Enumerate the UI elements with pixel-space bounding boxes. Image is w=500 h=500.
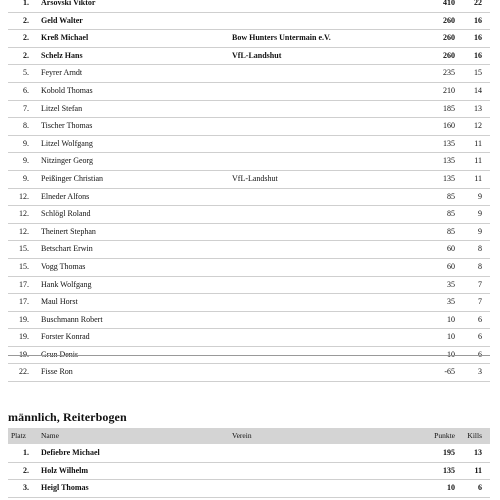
name-cell: Theinert Stephan: [41, 226, 96, 236]
points-cell: 135: [443, 173, 455, 183]
kills-cell: 16: [474, 15, 482, 25]
points-cell: 85: [447, 191, 455, 201]
table-row: [8, 189, 490, 207]
kills-cell: 22: [474, 0, 482, 7]
name-cell: Hank Wolfgang: [41, 279, 92, 289]
rank-cell: 9.: [23, 173, 29, 183]
table-bottom-rule: [8, 355, 490, 356]
points-cell: 260: [443, 33, 455, 43]
points-cell: 210: [443, 85, 455, 95]
name-cell: Schelz Hans: [41, 50, 83, 60]
name-cell: Geld Walter: [41, 15, 83, 25]
points-cell: 410: [443, 0, 455, 7]
name-cell: Kreß Michael: [41, 33, 89, 43]
kills-cell: 12: [474, 121, 482, 131]
points-cell: 135: [443, 465, 455, 475]
name-cell: Vogg Thomas: [41, 261, 86, 271]
kills-cell: 6: [478, 483, 482, 493]
table-row: [8, 241, 490, 259]
points-cell: 260: [443, 50, 455, 60]
kills-cell: 14: [474, 85, 482, 95]
rank-cell: 2.: [23, 465, 29, 475]
header-rank: Platz: [11, 431, 26, 440]
table-row: [8, 206, 490, 224]
kills-cell: 9: [478, 209, 482, 219]
name-cell: Litzel Stefan: [41, 103, 83, 113]
table-row: [8, 480, 490, 498]
rank-cell: 6.: [23, 85, 29, 95]
table-row: [8, 312, 490, 330]
name-cell: Schlögl Roland: [41, 209, 91, 219]
table-row: [8, 136, 490, 154]
rank-cell: 15.: [19, 244, 29, 254]
name-cell: Elneder Alfons: [41, 191, 90, 201]
rank-cell: 1.: [23, 0, 29, 7]
rank-cell: 15.: [19, 261, 29, 271]
header-kills: Kills: [467, 431, 482, 440]
points-cell: 135: [443, 138, 455, 148]
header-name: Name: [41, 431, 59, 440]
points-cell: 10: [447, 332, 455, 342]
name-cell: Tischer Thomas: [41, 121, 93, 131]
table-row: [8, 48, 490, 66]
points-cell: -65: [444, 367, 455, 377]
kills-cell: 15: [474, 68, 482, 78]
rank-cell: 2.: [23, 33, 29, 43]
results-table-reiterbogen: [8, 445, 490, 498]
kills-cell: 13: [474, 103, 482, 113]
points-cell: 60: [447, 261, 455, 271]
name-cell: Kobold Thomas: [41, 85, 93, 95]
club-cell: VfL-Landshut: [232, 173, 278, 183]
table-row: [8, 30, 490, 48]
table-row: [8, 277, 490, 295]
rank-cell: 2.: [23, 50, 29, 60]
table-row: [8, 13, 490, 31]
name-cell: Defiebre Michael: [41, 448, 100, 457]
results-table-top: [8, 0, 490, 382]
name-cell: Maul Horst: [41, 297, 78, 307]
club-cell: Bow Hunters Untermain e.V.: [232, 33, 331, 43]
kills-cell: 16: [474, 33, 482, 43]
rank-cell: 17.: [19, 279, 29, 289]
kills-cell: 11: [474, 138, 482, 148]
club-cell: VfL-Landshut: [232, 50, 282, 60]
rank-cell: 3.: [23, 483, 29, 493]
rank-cell: 17.: [19, 297, 29, 307]
kills-cell: 8: [478, 261, 482, 271]
points-cell: 10: [447, 483, 455, 493]
kills-cell: 6: [478, 332, 482, 342]
kills-cell: 9: [478, 191, 482, 201]
points-cell: 260: [443, 15, 455, 25]
table-row: [8, 364, 490, 382]
rank-cell: 9.: [23, 138, 29, 148]
name-cell: Feyrer Arndt: [41, 68, 83, 78]
points-cell: 235: [443, 68, 455, 78]
name-cell: Peißinger Christian: [41, 173, 103, 183]
kills-cell: 11: [474, 173, 482, 183]
rank-cell: 8.: [23, 121, 29, 131]
name-cell: Fisse Ron: [41, 367, 73, 377]
rank-cell: 7.: [23, 103, 29, 113]
points-cell: 85: [447, 226, 455, 236]
kills-cell: 6: [478, 314, 482, 324]
kills-cell: 11: [474, 465, 482, 475]
table-row: [8, 224, 490, 242]
table-header: [8, 428, 490, 444]
table-row: [8, 329, 490, 347]
rank-cell: 19.: [19, 332, 29, 342]
table-row: [8, 171, 490, 189]
table-row: [8, 83, 490, 101]
rank-cell: 12.: [19, 191, 29, 201]
table-row: [8, 445, 490, 463]
name-cell: Holz Wilhelm: [41, 465, 89, 475]
kills-cell: 13: [474, 448, 482, 457]
table-row: [8, 294, 490, 312]
rank-cell: 19.: [19, 314, 29, 324]
points-cell: 160: [443, 121, 455, 131]
points-cell: 85: [447, 209, 455, 219]
kills-cell: 7: [478, 297, 482, 307]
table-row: [8, 118, 490, 136]
kills-cell: 9: [478, 226, 482, 236]
name-cell: Buschmann Robert: [41, 314, 103, 324]
kills-cell: 8: [478, 244, 482, 254]
table-row: [8, 259, 490, 277]
table-row: [8, 101, 490, 119]
points-cell: 10: [447, 314, 455, 324]
name-cell: Arsovski Viktor: [41, 0, 96, 7]
header-club: Verein: [232, 431, 252, 440]
kills-cell: 7: [478, 279, 482, 289]
points-cell: 185: [443, 103, 455, 113]
rank-cell: 12.: [19, 209, 29, 219]
rank-cell: 12.: [19, 226, 29, 236]
rank-cell: 5.: [23, 68, 29, 78]
name-cell: Heigl Thomas: [41, 483, 89, 493]
points-cell: 135: [443, 156, 455, 166]
rank-cell: 2.: [23, 15, 29, 25]
points-cell: 60: [447, 244, 455, 254]
rank-cell: 22.: [19, 367, 29, 377]
name-cell: Litzel Wolfgang: [41, 138, 93, 148]
points-cell: 35: [447, 297, 455, 307]
kills-cell: 11: [474, 156, 482, 166]
points-cell: 195: [443, 448, 455, 457]
table-row: [8, 463, 490, 481]
section-title: männlich, Reiterbogen: [8, 410, 127, 424]
name-cell: Nitzinger Georg: [41, 156, 94, 166]
points-cell: 35: [447, 279, 455, 289]
table-row: [8, 65, 490, 83]
rank-cell: 1.: [23, 448, 29, 457]
table-row: [8, 153, 490, 171]
header-points: Punkte: [434, 431, 455, 440]
rank-cell: 9.: [23, 156, 29, 166]
kills-cell: 3: [478, 367, 482, 377]
name-cell: Forster Konrad: [41, 332, 90, 342]
kills-cell: 16: [474, 50, 482, 60]
table-row: [8, 0, 490, 13]
name-cell: Betschart Erwin: [41, 244, 93, 254]
